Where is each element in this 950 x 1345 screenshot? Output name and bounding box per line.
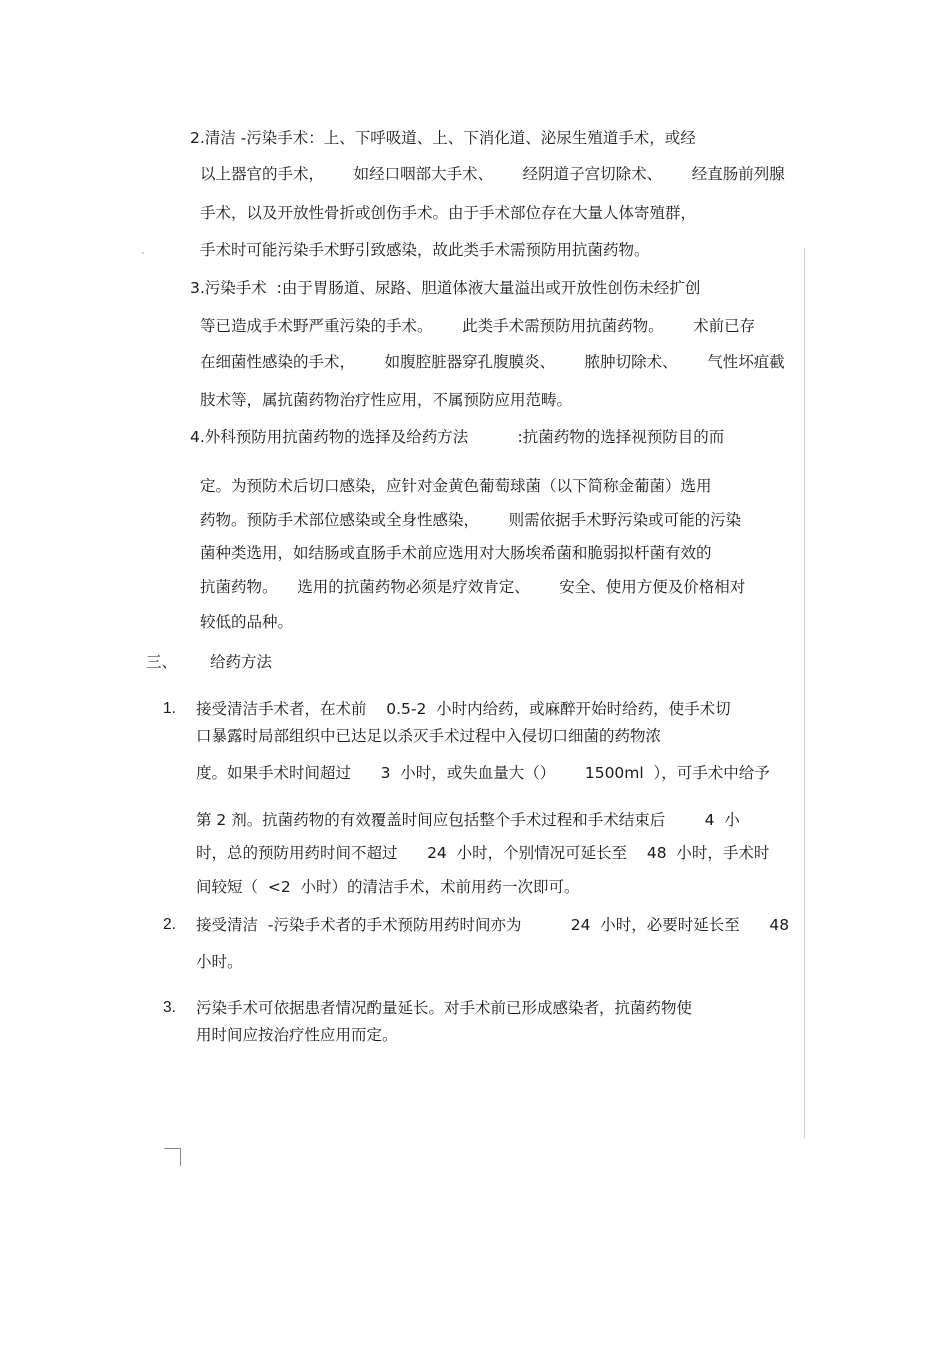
text-line: 药物。预防手术部位感染或全身性感染， 则需依据手术野污染或可能的污染	[200, 511, 742, 529]
text-line: 小时。	[196, 953, 243, 971]
text-line: 第 2 剂。抗菌药物的有效覆盖时间应包括整个手术过程和手术结束后 4 小	[196, 811, 740, 829]
text-line: 定。为预防术后切口感染，应针对金黄色葡萄球菌（以下简称金葡菌）选用	[200, 477, 712, 495]
text-line: 抗菌药物。 选用的抗菌药物必须是疗效肯定、 安全、使用方便及价格相对	[200, 578, 746, 596]
text-line: 等已造成手术野严重污染的手术。 此类手术需预防用抗菌药物。 术前已存	[200, 317, 756, 335]
heading-title: 给药方法	[210, 653, 273, 671]
text-line: 接受清洁手术者，在术前 0.5-2 小时内给药，或麻醉开始时给药，使手术切	[196, 700, 731, 718]
text-line: 较低的品种。	[200, 613, 294, 631]
text-line: 菌种类选用，如结肠或直肠手术前应选用对大肠埃希菌和脆弱拟杆菌有效的	[200, 544, 712, 562]
text-line: 间较短（ <2 小时）的清洁手术，术前用药一次即可。	[196, 878, 580, 896]
list-number: 1.	[163, 700, 176, 717]
text-line: 口暴露时局部组织中已达足以杀灭手术过程中入侵切口细菌的药物浓	[196, 727, 662, 745]
page-margin-rule	[804, 248, 805, 1138]
text-line: 手术时可能污染手术野引致感染，故此类手术需预防用抗菌药物。	[200, 241, 650, 259]
text-line: 在细菌性感染的手术， 如腹腔脏器穿孔腹膜炎、 脓肿切除术、 气性坏疽截	[200, 353, 785, 371]
text-line: 用时间应按治疗性应用而定。	[196, 1026, 398, 1044]
text-line: 2.清洁 -污染手术：上、下呼吸道、上、下消化道、泌尿生殖道手术，或经	[190, 129, 696, 147]
list-number: 3.	[163, 999, 176, 1016]
text-line: 手术，以及开放性骨折或创伤手术。由于手术部位存在大量人体寄殖群，	[200, 204, 697, 222]
heading-number: 三、	[146, 653, 178, 671]
list-number: 2.	[163, 916, 176, 933]
text-line: 时，总的预防用药时间不超过 24 小时，个别情况可延长至 48 小时，手术时	[196, 844, 770, 862]
text-line: 4.外科预防用抗菌药物的选择及给药方法 :抗菌药物的选择视预防目的而	[190, 428, 725, 446]
text-line: 以上器官的手术， 如经口咽部大手术、 经阴道子宫切除术、 经直肠前列腺	[200, 165, 785, 183]
scan-dot	[142, 252, 144, 254]
crop-mark	[164, 1148, 180, 1149]
text-line: 污染手术可依据患者情况酌量延长。对手术前已形成感染者，抗菌药物使	[196, 999, 693, 1017]
text-line: 3.污染手术 :由于胃肠道、尿路、胆道体液大量溢出或开放性创伤未经扩创	[190, 279, 701, 297]
text-line: 接受清洁 -污染手术者的手术预防用药时间亦为 24 小时，必要时延长至 48	[196, 916, 790, 934]
crop-mark	[180, 1148, 181, 1166]
text-line: 肢术等，属抗菌药物治疗性应用，不属预防应用范畴。	[200, 391, 573, 409]
text-line: 度。如果手术时间超过 3 小时，或失血量大（） 1500ml ），可手术中给予	[196, 764, 770, 782]
